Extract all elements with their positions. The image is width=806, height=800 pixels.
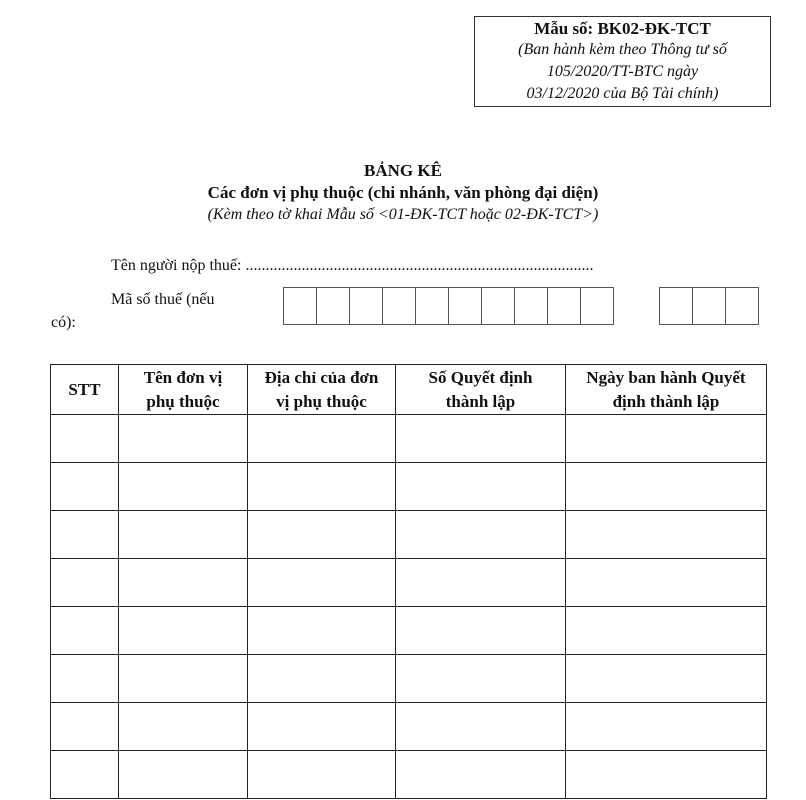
table-row [51,415,767,463]
cell-decision-number[interactable] [396,703,566,751]
cell-decision-date[interactable] [566,655,767,703]
cell-decision-number[interactable] [396,607,566,655]
cell-unit-address[interactable] [248,463,396,511]
tax-code-branch-boxes [659,287,759,325]
cell-unit-name[interactable] [119,751,248,799]
form-number-box [474,16,771,107]
cell-stt[interactable] [51,511,119,559]
tax-code-label-cont: có): [51,314,76,331]
header-text: phụ thuộc [146,391,220,411]
tax-code-digit-cell[interactable] [283,287,317,325]
header-text: Số Quyết định [428,367,533,387]
tax-code-main-boxes [283,287,614,325]
header-decision-number [396,365,566,415]
table-row [51,511,767,559]
cell-decision-date[interactable] [566,463,767,511]
cell-unit-name[interactable] [119,655,248,703]
cell-decision-date[interactable] [566,703,767,751]
cell-unit-address[interactable] [248,703,396,751]
header-unit-name [119,365,248,415]
table-row [51,463,767,511]
table-row [51,655,767,703]
header-text: Địa chỉ của đơn [264,367,379,387]
dependent-units-table [50,364,767,799]
taxpayer-name-field[interactable]: Tên người nộp thuế: ....................................................................................... [111,257,594,274]
cell-decision-date[interactable] [566,511,767,559]
table-header-row [51,365,767,415]
tax-code-label: Mã số thuế (nếu [111,291,215,308]
cell-unit-name[interactable] [119,415,248,463]
table-row [51,559,767,607]
header-unit-address [248,365,396,415]
form-code: Mẫu số: BK02-ĐK-TCT [534,19,711,38]
issued-by-line-1: (Ban hành kèm theo Thông tư số [518,41,727,58]
cell-unit-name[interactable] [119,511,248,559]
cell-stt[interactable] [51,655,119,703]
tax-code-branch-digit-cell[interactable] [692,287,726,325]
tax-code-branch-digit-cell[interactable] [725,287,759,325]
issued-by-line-3: 03/12/2020 của Bộ Tài chính) [526,85,719,102]
cell-stt[interactable] [51,607,119,655]
header-text: định thành lập [612,391,720,411]
tax-code-digit-cell[interactable] [514,287,548,325]
tax-code-digit-cell[interactable] [481,287,515,325]
cell-stt[interactable] [51,559,119,607]
header-text: Tên đơn vị [143,367,223,387]
cell-decision-number[interactable] [396,463,566,511]
cell-stt[interactable] [51,751,119,799]
cell-decision-date[interactable] [566,415,767,463]
cell-stt[interactable] [51,703,119,751]
document-title-block [0,160,806,226]
table-row [51,703,767,751]
tax-code-digit-cell[interactable] [547,287,581,325]
issued-by-line-2: 105/2020/TT-BTC ngày [546,63,699,80]
cell-unit-name[interactable] [119,607,248,655]
tax-code-digit-cell[interactable] [316,287,350,325]
cell-decision-number[interactable] [396,559,566,607]
cell-decision-date[interactable] [566,751,767,799]
cell-decision-date[interactable] [566,607,767,655]
cell-decision-number[interactable] [396,415,566,463]
header-text: Ngày ban hành Quyết [586,367,746,387]
tax-code-digit-cell[interactable] [580,287,614,325]
cell-unit-address[interactable] [248,415,396,463]
cell-unit-name[interactable] [119,703,248,751]
cell-decision-number[interactable] [396,655,566,703]
cell-unit-name[interactable] [119,559,248,607]
cell-unit-name[interactable] [119,463,248,511]
cell-unit-address[interactable] [248,511,396,559]
cell-unit-address[interactable] [248,751,396,799]
table-row [51,751,767,799]
cell-unit-address[interactable] [248,559,396,607]
document-subtitle: Các đơn vị phụ thuộc (chi nhánh, văn phòng đại diện) [207,183,599,202]
header-text: STT [68,379,101,399]
header-text: thành lập [445,391,516,411]
tax-code-digit-cell[interactable] [415,287,449,325]
cell-decision-date[interactable] [566,559,767,607]
tax-code-digit-cell[interactable] [448,287,482,325]
tax-code-branch-digit-cell[interactable] [659,287,693,325]
cell-unit-address[interactable] [248,607,396,655]
cell-stt[interactable] [51,463,119,511]
document-title: BẢNG KÊ [364,161,442,180]
cell-decision-number[interactable] [396,511,566,559]
tax-code-digit-cell[interactable] [382,287,416,325]
document-note: (Kèm theo tờ khai Mẫu số <01-ĐK-TCT hoặc 02-ĐK-TCT>) [207,206,599,223]
cell-decision-number[interactable] [396,751,566,799]
tax-code-digit-cell[interactable] [349,287,383,325]
header-stt [51,365,119,415]
table-row [51,607,767,655]
header-decision-date [566,365,767,415]
header-text: vị phụ thuộc [276,391,367,411]
cell-stt[interactable] [51,415,119,463]
cell-unit-address[interactable] [248,655,396,703]
